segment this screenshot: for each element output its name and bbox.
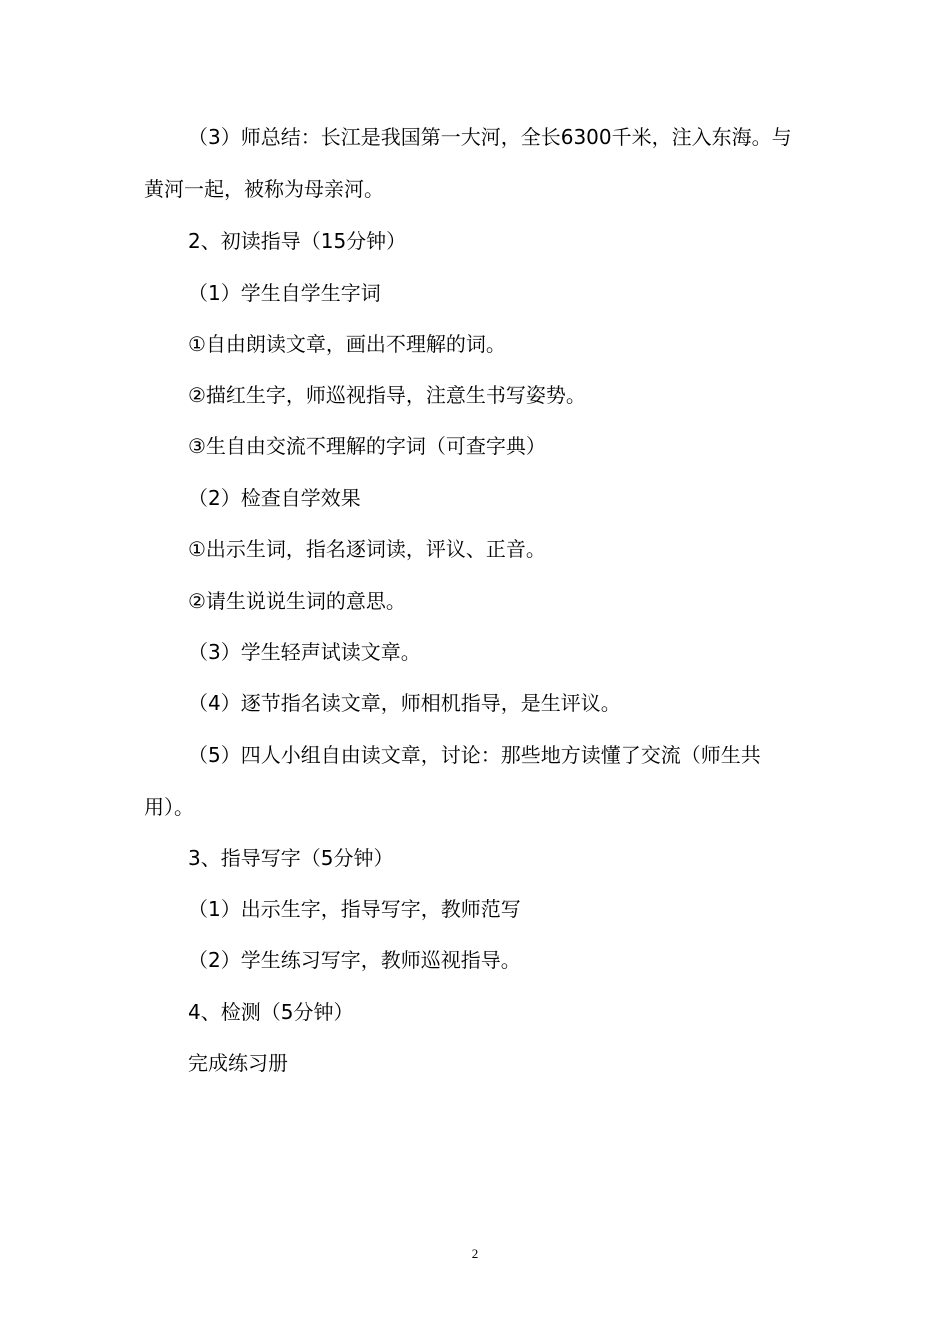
paragraph-item: （4）逐节指名读文章，师相机指导，是生评议。 <box>188 691 621 715</box>
paragraph-group-reading: （5）四人小组自由读文章，讨论：那些地方读懂了交流（师生共用）。 <box>144 743 761 819</box>
paragraph-section-3-heading: 3、指导写字（5分钟） <box>188 846 394 870</box>
paragraph-item: ②描红生字，师巡视指导，注意生书写姿势。 <box>188 383 586 407</box>
paragraph-section-4-heading: 4、检测（5分钟） <box>188 1000 354 1024</box>
paragraph-teacher-summary: （3）师总结：长江是我国第一大河，全长6300千米，注入东海。与黄河一起，被称为母亲河。 <box>144 125 792 201</box>
paragraph-item: （3）学生轻声试读文章。 <box>188 640 421 664</box>
paragraph-item: ③生自由交流不理解的字词（可查字典） <box>188 434 546 458</box>
paragraph-section-2-heading: 2、初读指导（15分钟） <box>188 229 407 253</box>
paragraph-item: （1）出示生字，指导写字，教师范写 <box>188 897 521 921</box>
paragraph-item: ①自由朗读文章，画出不理解的词。 <box>188 332 506 356</box>
paragraph-item: 完成练习册 <box>188 1051 288 1075</box>
paragraph-item: （1）学生自学生字词 <box>188 281 381 305</box>
paragraph-item: （2）检查自学效果 <box>188 486 361 510</box>
paragraph-item: （2）学生练习写字，教师巡视指导。 <box>188 948 521 972</box>
paragraph-item: ①出示生词，指名逐词读，评议、正音。 <box>188 537 546 561</box>
paragraph-item: ②请生说说生词的意思。 <box>188 589 406 613</box>
page-number: 2 <box>471 1246 479 1261</box>
